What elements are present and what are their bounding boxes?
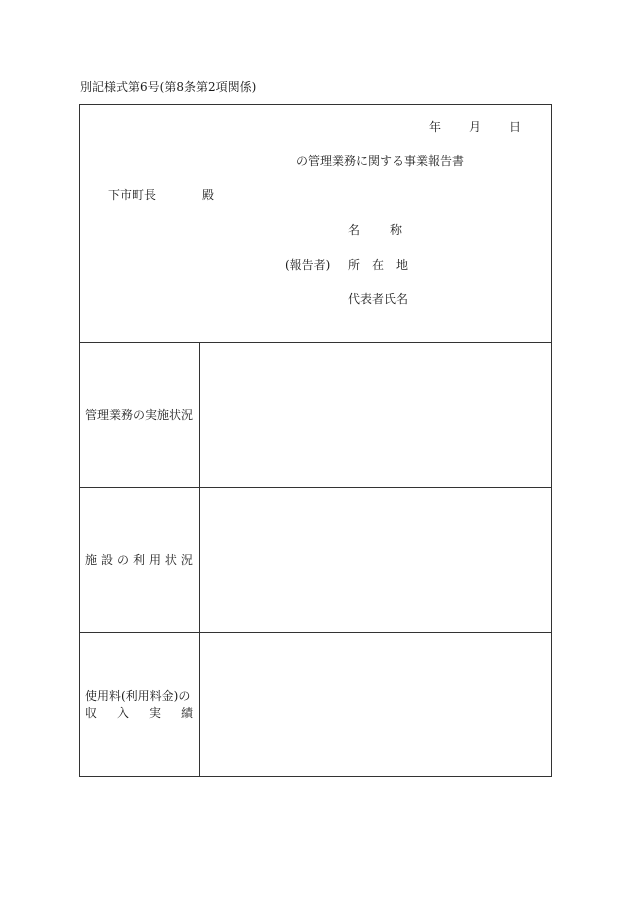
label-char: の — [116, 552, 129, 567]
report-header — [80, 105, 551, 343]
label-management-status: 管理業務の実施状況 — [85, 407, 194, 422]
label-char: 設 — [100, 552, 113, 567]
row-label — [80, 488, 200, 632]
reporter-address-label — [348, 256, 408, 273]
date-year: 年 — [428, 120, 441, 134]
label-char: 用 — [148, 552, 161, 567]
label-char: 績 — [180, 705, 193, 720]
label-char: 況 — [180, 552, 193, 567]
label-facility-usage — [85, 552, 193, 569]
label-char: 実 — [148, 705, 161, 720]
label-char: 状 — [164, 552, 177, 567]
label-char: 利 — [132, 552, 145, 567]
label-fee-income-line-1: 使用料(利用料金)の — [85, 688, 191, 703]
form-number: 別記様式第6号(第8条第2項関係) — [80, 80, 257, 94]
address-label-char-2: 在 — [372, 258, 385, 272]
reporter-name-label — [348, 221, 402, 238]
name-label-char-2: 称 — [390, 223, 403, 237]
reporter-tag: (報告者) — [285, 258, 331, 272]
date-month: 月 — [468, 120, 481, 134]
address-label-char-3: 地 — [396, 258, 409, 272]
entry-fee-income[interactable] — [200, 633, 551, 776]
report-title: の管理業務に関する事業報告書 — [296, 154, 465, 168]
label-char: 施 — [85, 552, 98, 567]
label-fee-income-line-2 — [85, 705, 193, 722]
row-facility-usage — [80, 488, 551, 633]
addressee: 下市町長 — [108, 188, 157, 202]
label-char: 収 — [85, 705, 98, 720]
report-form — [79, 104, 552, 777]
reporter-representative-label: 代表者氏名 — [348, 292, 409, 306]
address-label-char-1: 所 — [348, 258, 361, 272]
row-management-status — [80, 343, 551, 488]
date-day: 日 — [508, 120, 521, 134]
row-label — [80, 633, 200, 776]
label-fee-income — [85, 688, 193, 722]
entry-facility-usage[interactable] — [200, 488, 551, 632]
row-fee-income — [80, 633, 551, 776]
date-line — [429, 118, 521, 135]
row-label — [80, 343, 200, 487]
honorific: 殿 — [202, 188, 215, 202]
entry-management-status[interactable] — [200, 343, 551, 487]
label-char: 入 — [116, 705, 129, 720]
name-label-char-1: 名 — [348, 223, 361, 237]
